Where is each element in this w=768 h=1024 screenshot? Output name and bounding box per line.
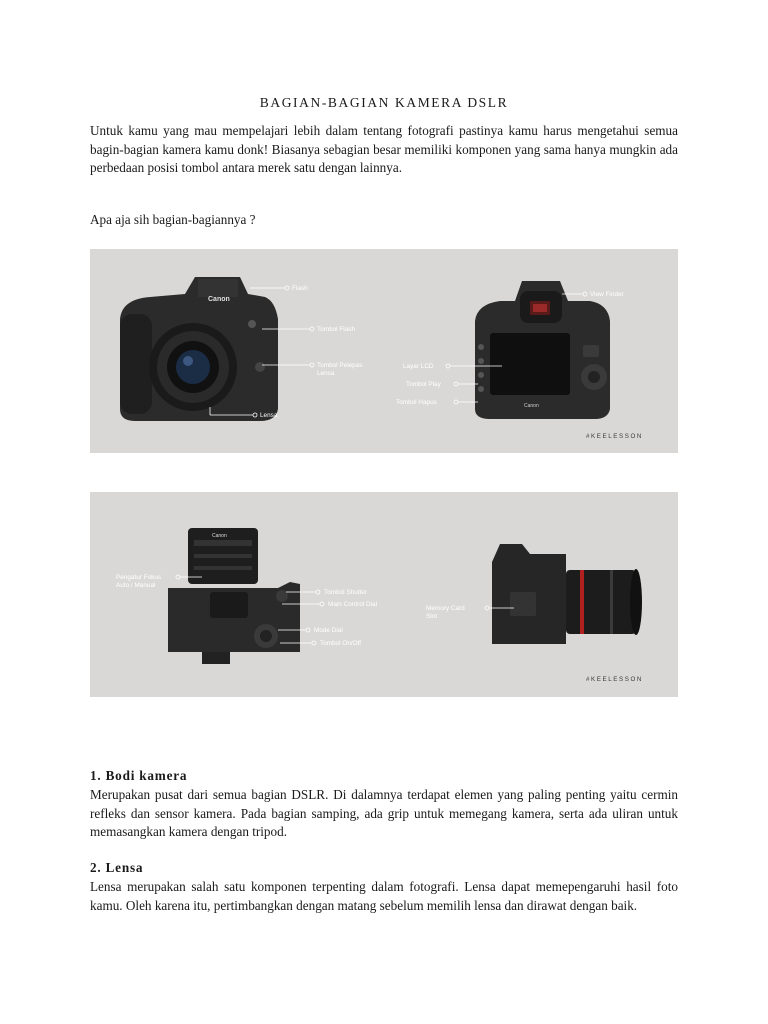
label-lensa: Lensa [260, 412, 278, 419]
section-2-body: Lensa merupakan salah satu komponen terpenting dalam fotografi. Lensa dapat memepengaruhi hasil foto kamu. Oleh karena itu, pertimbangkan dengan matang sebelum memilih lensa dan dirawat dengan baik. [90, 879, 678, 913]
camera-top-side-figure [90, 492, 678, 697]
camera-front-image [120, 277, 278, 421]
label-layar-lcd: Layar LCD [403, 363, 434, 370]
label-memory-card-line2: Slot [426, 613, 438, 620]
section-2-heading: 2. Lensa [90, 860, 144, 875]
camera-side-image [492, 544, 642, 644]
label-memory-card-line1: Memory Card [426, 605, 465, 612]
camera-top-image [168, 528, 300, 664]
camera-front-back-illustration [90, 249, 678, 453]
label-tombol-flash: Tombol Flash [317, 326, 356, 333]
camera-back-image [475, 281, 610, 419]
section-1-body: Merupakan pusat dari semua bagian DSLR. Di dalamnya terdapat elemen yang paling penting yaitu cermin refleks dan sensor kamera. Pada bagian samping, ada grip untuk memegang kamera, serta ada uliran untuk memasangkan kamera dengan tripod. [90, 787, 678, 839]
canon-logo-back: Canon [524, 403, 539, 409]
label-mode-dial: Mode Dial [314, 627, 343, 634]
label-tombol-hapus: Tombol Hapus [396, 399, 437, 406]
label-tombol-play: Tombol Play [406, 381, 441, 388]
label-main-control-dial: Main Control Dial [328, 601, 378, 608]
label-pengatur-focus-line1: Pengatur Fokus [116, 574, 162, 581]
intro-paragraph: Untuk kamu yang mau mempelajari lebih dalam tentang fotografi pastinya kamu harus mengetahui semua bagin-bagian kamera kamu donk! Biasanya sebagian besar memiliki komponen yang sama hanya mungkin ada perbedaan posisi tombol antara merek satu dengan lainnya. [90, 123, 678, 175]
canon-logo-front: Canon [208, 296, 230, 303]
label-view-finder: View Finder [590, 291, 624, 298]
label-tombol-onoff: Tombol On/Off [320, 640, 362, 647]
camera-top-side-illustration [90, 492, 678, 697]
page-title: BAGIAN-BAGIAN KAMERA DSLR [259, 95, 509, 110]
canon-logo-top: Canon [212, 533, 227, 539]
watermark-figure1: #KEELESSON [586, 433, 643, 440]
label-tombol-pelepas-line1: Tombol Pelepas [317, 362, 363, 369]
question-text: Apa aja sih bagian-bagiannya ? [90, 212, 256, 227]
label-pengatur-focus-line2: Auto / Manual [116, 582, 156, 589]
label-tombol-shutter: Tombol Shutter [324, 589, 367, 596]
section-1-heading: 1. Bodi kamera [90, 768, 188, 783]
label-tombol-pelepas-line2: Lensa [317, 370, 335, 377]
camera-front-back-figure [90, 249, 678, 453]
watermark-figure2: #KEELESSON [586, 676, 643, 683]
label-flash: Flash [292, 285, 308, 292]
